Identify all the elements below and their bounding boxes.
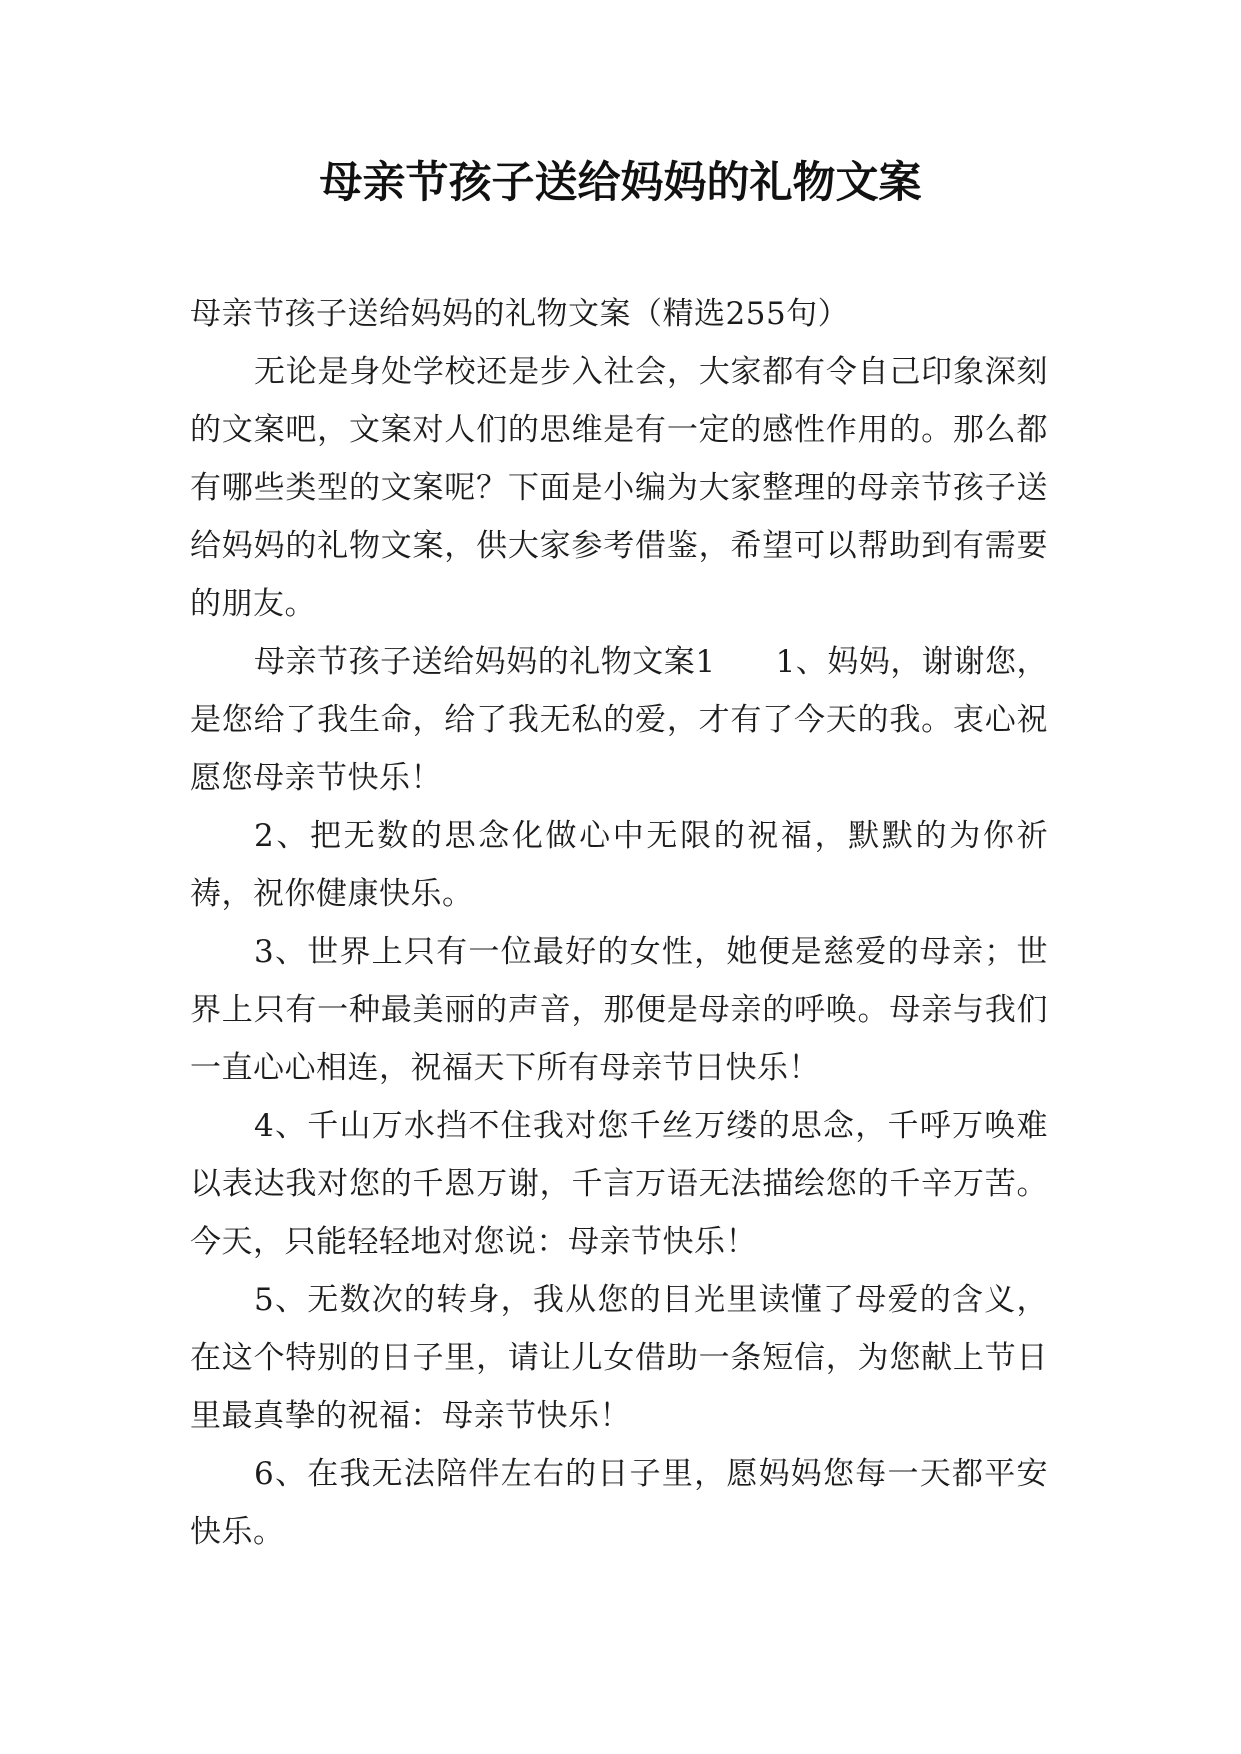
list-item: 2、把无数的思念化做心中无限的祝福，默默的为你祈祷，祝你健康快乐。 xyxy=(190,818,1048,912)
list-item: 4、千山万水挡不住我对您千丝万缕的思念，千呼万唤难以表达我对您的千恩万谢，千言万语无法描绘您的千辛万苦。今天，只能轻轻地对您说：母亲节快乐！ xyxy=(190,1108,1048,1260)
list-item: 3、世界上只有一位最好的女性，她便是慈爱的母亲；世界上只有一种最美丽的声音，那便是母亲的呼唤。母亲与我们一直心心相连，祝福天下所有母亲节日快乐！ xyxy=(190,934,1048,1086)
intro-paragraph: 无论是身处学校还是步入社会，大家都有令自己印象深刻的文案吧，文案对人们的思维是有一定的感性作用的。那么都有哪些类型的文案呢？下面是小编为大家整理的母亲节孩子送给妈妈的礼物文案，供大家参考借鉴，希望可以帮助到有需要的朋友。 xyxy=(190,354,1048,622)
list-item: 5、无数次的转身，我从您的目光里读懂了母爱的含义，在这个特别的日子里，请让儿女借助一条短信，为您献上节日里最真挚的祝福：母亲节快乐！ xyxy=(190,1282,1048,1434)
list-item: 6、在我无法陪伴左右的日子里，愿妈妈您每一天都平安快乐。 xyxy=(190,1456,1048,1550)
section-heading: 母亲节孩子送给妈妈的礼物文案1 xyxy=(254,644,716,680)
list-item: 1、妈妈，谢谢您，是您给了我生命，给了我无私的爱，才有了今天的我。衷心祝愿您母亲节快乐！ xyxy=(190,644,1048,796)
section-paragraph xyxy=(190,633,1048,807)
document-title: 母亲节孩子送给妈妈的礼物文案 xyxy=(319,158,922,208)
document-subtitle: 母亲节孩子送给妈妈的礼物文案（精选255句） xyxy=(190,296,850,332)
document-body xyxy=(190,285,1048,1561)
